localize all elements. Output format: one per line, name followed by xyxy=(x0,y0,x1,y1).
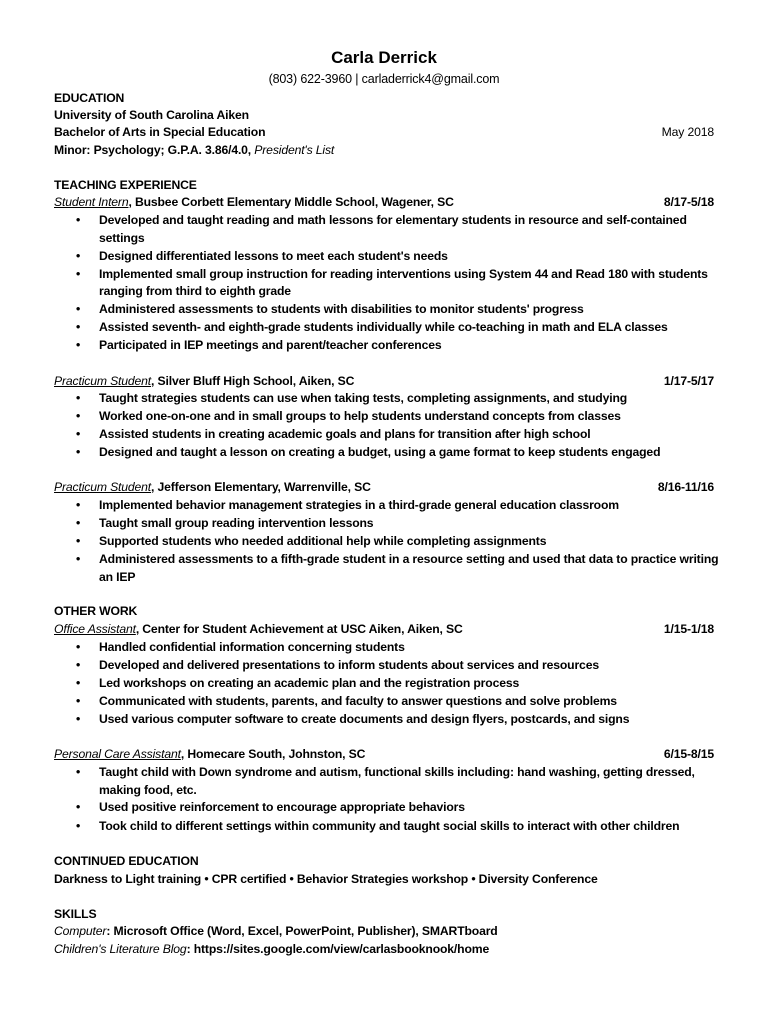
job-place: , Silver Bluff High School, Aiken, SC xyxy=(151,374,355,388)
bullet-icon: • xyxy=(76,534,81,548)
job-title-row xyxy=(54,745,714,763)
bullet-text: settings xyxy=(99,231,145,245)
education-minor-row xyxy=(54,141,714,159)
skills-computer-row xyxy=(54,922,714,940)
job-place: , Center for Student Achievement at USC Aiken, Aiken, SC xyxy=(135,622,463,636)
bullet-item xyxy=(76,318,716,336)
bullet-text: making food, etc. xyxy=(99,783,197,797)
bullet-text: an IEP xyxy=(99,570,136,584)
bullet-text: Designed differentiated lessons to meet each student's needs xyxy=(99,249,448,263)
bullet-text: Handled confidential information concerning students xyxy=(99,640,405,654)
job-title-row xyxy=(54,620,714,638)
bullet-text: Taught small group reading intervention lessons xyxy=(99,516,374,530)
bullet-icon: • xyxy=(76,213,81,227)
job-date: 8/16-11/16 xyxy=(657,480,714,494)
bullet-item xyxy=(76,247,716,265)
bullet-item xyxy=(76,336,716,354)
bullet-text: Worked one-on-one and in small groups to help students understand concepts from classes xyxy=(99,409,621,423)
bullet-item xyxy=(76,407,716,425)
bullet-icon: • xyxy=(76,249,81,263)
job-date: 8/17-5/18 xyxy=(663,195,714,209)
bullet-icon: • xyxy=(76,676,81,690)
education-minor-value: Psychology xyxy=(93,143,161,157)
bullet-text: Taught strategies students can use when taking tests, completing assignments, and studying xyxy=(99,391,628,405)
bullet-icon: • xyxy=(76,552,81,566)
job-role: Practicum Student xyxy=(54,480,152,494)
bullet-item xyxy=(76,211,716,229)
bullet-icon: • xyxy=(76,694,81,708)
bullet-text: Participated in IEP meetings and parent/teacher conferences xyxy=(99,338,442,352)
bullet-item xyxy=(76,532,716,550)
bullet-continuation xyxy=(99,781,716,799)
education-degree-row xyxy=(54,123,714,141)
bullet-text: Used positive reinforcement to encourage appropriate behaviors xyxy=(99,800,465,814)
bullet-icon: • xyxy=(76,391,81,405)
continued-education-text: Darkness to Light training • CPR certified • Behavior Strategies workshop • Diversity Conference xyxy=(54,872,598,886)
other-work-heading: OTHER WORK xyxy=(54,604,138,618)
bullet-text: Taught child with Down syndrome and autism, functional skills including: hand washing, getting dressed, xyxy=(99,765,695,779)
contact-line: (803) 622-3960 | carladerrick4@gmail.com xyxy=(268,72,500,86)
bullet-item xyxy=(76,425,716,443)
bullet-icon: • xyxy=(76,427,81,441)
skills-blog-value: : https://sites.google.com/view/carlasbooknook/home xyxy=(186,942,490,956)
education-minor-label: Minor: xyxy=(54,143,94,157)
bullet-item xyxy=(76,514,716,532)
skills-blog-label: Children's Literature Blog xyxy=(54,942,187,956)
bullet-icon: • xyxy=(76,765,81,779)
job-role: Practicum Student xyxy=(54,374,152,388)
bullet-item xyxy=(76,389,716,407)
bullet-item xyxy=(76,798,716,816)
education-degree: Bachelor of Arts in Special Education xyxy=(54,125,266,139)
bullet-item xyxy=(76,674,716,692)
bullet-text: Developed and taught reading and math lessons for elementary students in resource and self-contained xyxy=(99,213,687,227)
bullet-text: Supported students who needed additional help while completing assignments xyxy=(99,534,547,548)
job-place: , Homecare South, Johnston, SC xyxy=(180,747,366,761)
education-gpa: ; G.P.A. 3.86/4.0, xyxy=(160,143,255,157)
bullet-text: Assisted students in creating academic goals and plans for transition after high school xyxy=(99,427,591,441)
skills-computer-label: Computer xyxy=(54,924,107,938)
education-heading: EDUCATION xyxy=(54,91,125,105)
bullet-item xyxy=(76,638,716,656)
bullet-icon: • xyxy=(76,498,81,512)
skills-computer-value: : Microsoft Office (Word, Excel, PowerPoint, Publisher), SMARTboard xyxy=(106,924,498,938)
bullet-continuation xyxy=(99,229,716,247)
job-place: , Jefferson Elementary, Warrenville, SC xyxy=(151,480,371,494)
bullet-item xyxy=(76,265,716,283)
bullet-icon: • xyxy=(76,640,81,654)
skills-blog-row xyxy=(54,940,714,958)
bullet-icon: • xyxy=(76,712,81,726)
education-honor: President's List xyxy=(254,143,335,157)
bullet-continuation xyxy=(99,282,716,300)
continued-education-heading: CONTINUED EDUCATION xyxy=(54,854,199,868)
job-role: Office Assistant xyxy=(54,622,136,636)
bullet-text: Led workshops on creating an academic plan and the registration process xyxy=(99,676,520,690)
job-title-row xyxy=(54,372,714,390)
bullet-text: Administered assessments to a fifth-grade student in a resource setting and used that data to practice writing xyxy=(99,552,719,566)
bullet-icon: • xyxy=(76,516,81,530)
bullet-text: Implemented small group instruction for reading interventions using System 44 and Read 180 with students xyxy=(99,267,708,281)
bullet-text: Developed and delivered presentations to inform students about services and resources xyxy=(99,658,599,672)
bullet-item xyxy=(76,817,716,835)
job-date: 6/15-8/15 xyxy=(663,747,714,761)
bullet-item xyxy=(76,763,716,781)
bullet-item xyxy=(76,692,716,710)
bullet-item xyxy=(76,300,716,318)
bullet-text: Designed and taught a lesson on creating a budget, using a game format to keep students engaged xyxy=(99,445,661,459)
education-date: May 2018 xyxy=(661,125,714,139)
bullet-text: Took child to different settings within community and taught social skills to interact with other children xyxy=(99,819,680,833)
job-title-row xyxy=(54,478,714,496)
bullet-icon: • xyxy=(76,819,81,833)
bullet-icon: • xyxy=(76,320,81,334)
bullet-text: Implemented behavior management strategies in a third-grade general education classroom xyxy=(99,498,619,512)
bullet-icon: • xyxy=(76,445,81,459)
teaching-heading: TEACHING EXPERIENCE xyxy=(54,178,197,192)
bullet-text: ranging from third to eighth grade xyxy=(99,284,291,298)
bullet-item xyxy=(76,656,716,674)
bullet-item xyxy=(76,496,716,514)
bullet-text: Assisted seventh- and eighth-grade students individually while co-teaching in math and ELA classes xyxy=(99,320,668,334)
bullet-icon: • xyxy=(76,658,81,672)
job-role: Personal Care Assistant xyxy=(54,747,181,761)
resume-name: Carla Derrick xyxy=(331,48,437,67)
education-school: University of South Carolina Aiken xyxy=(54,108,249,122)
skills-heading: SKILLS xyxy=(54,907,97,921)
bullet-icon: • xyxy=(76,800,81,814)
job-date: 1/17-5/17 xyxy=(663,374,714,388)
bullet-icon: • xyxy=(76,338,81,352)
bullet-continuation xyxy=(99,568,716,586)
bullet-icon: • xyxy=(76,267,81,281)
bullet-icon: • xyxy=(76,409,81,423)
bullet-text: Administered assessments to students with disabilities to monitor students' progress xyxy=(99,302,584,316)
bullet-text: Used various computer software to create documents and design flyers, postcards, and signs xyxy=(99,712,630,726)
job-role: Student Intern xyxy=(54,195,129,209)
bullet-icon: • xyxy=(76,302,81,316)
job-date: 1/15-1/18 xyxy=(663,622,714,636)
bullet-item xyxy=(76,550,719,568)
job-title-row xyxy=(54,193,714,211)
bullet-text: Communicated with students, parents, and faculty to answer questions and solve problems xyxy=(99,694,617,708)
bullet-item xyxy=(76,443,716,461)
bullet-item xyxy=(76,710,716,728)
job-place: , Busbee Corbett Elementary Middle School, Wagener, SC xyxy=(128,195,454,209)
